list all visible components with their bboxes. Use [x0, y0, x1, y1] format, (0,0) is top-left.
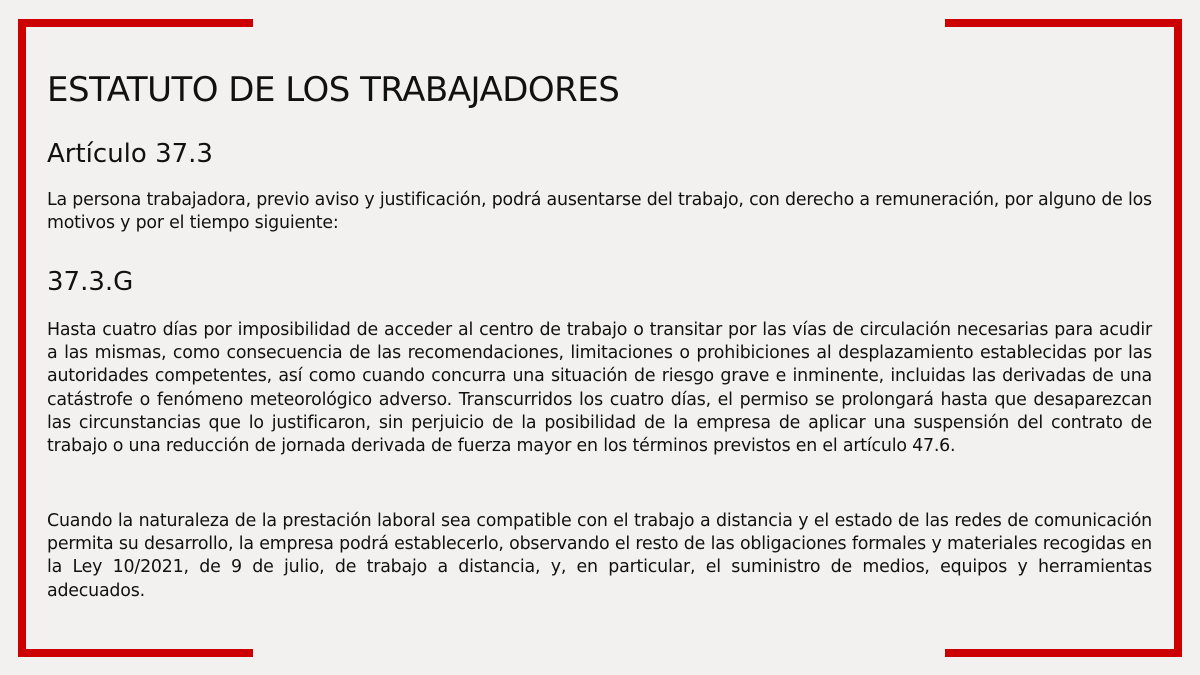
article-heading: Artículo 37.3 [47, 139, 213, 169]
section-heading: 37.3.G [47, 267, 134, 297]
slide-title: ESTATUTO DE LOS TRABAJADORES [47, 70, 620, 110]
body-paragraph-1: Hasta cuatro días por imposibilidad de acceder al centro de trabajo o transitar por las vías de circulación necesarias para acudir a las mismas, como consecuencia de las recomendaciones, limitaciones o prohibiciones al desplazamiento establecidas por las autoridades competentes, así como cuando concurra una situación de riesgo grave e inminente, incluidas las derivadas de una catástrofe o fenómeno meteorológico adverso. Transcurridos los cuatro días, el permiso se prolongará hasta que desaparezcan las circunstancias que lo justificaron, sin perjuicio de la posibilidad de la empresa de aplicar una suspensión del contrato de trabajo o una reducción de jornada derivada de fuerza mayor en los términos previstos en el artículo 47.6. [47, 320, 1152, 457]
frame-top-left-vertical [18, 19, 26, 657]
frame-top-right-vertical [1174, 19, 1182, 657]
frame-top-left-horizontal [18, 19, 253, 27]
frame-bottom-left-horizontal [18, 649, 253, 657]
slide-content [47, 62, 1152, 601]
frame-bottom-right-horizontal [945, 649, 1182, 657]
intro-paragraph: La persona trabajadora, previo aviso y justificación, podrá ausentarse del trabajo, con derecho a remuneración, por alguno de los motivos y por el tiempo siguiente: [47, 190, 1152, 233]
frame-top-right-horizontal [945, 19, 1182, 27]
body-paragraph-2: Cuando la naturaleza de la prestación laboral sea compatible con el trabajo a distancia y el estado de las redes de comunicación permita su desarrollo, la empresa podrá establecerlo, observando el resto de las obligaciones formales y materiales recogidas en la Ley 10/2021, de 9 de julio, de trabajo a distancia, y, en particular, el suministro de medios, equipos y herramientas adecuados. [47, 511, 1152, 601]
